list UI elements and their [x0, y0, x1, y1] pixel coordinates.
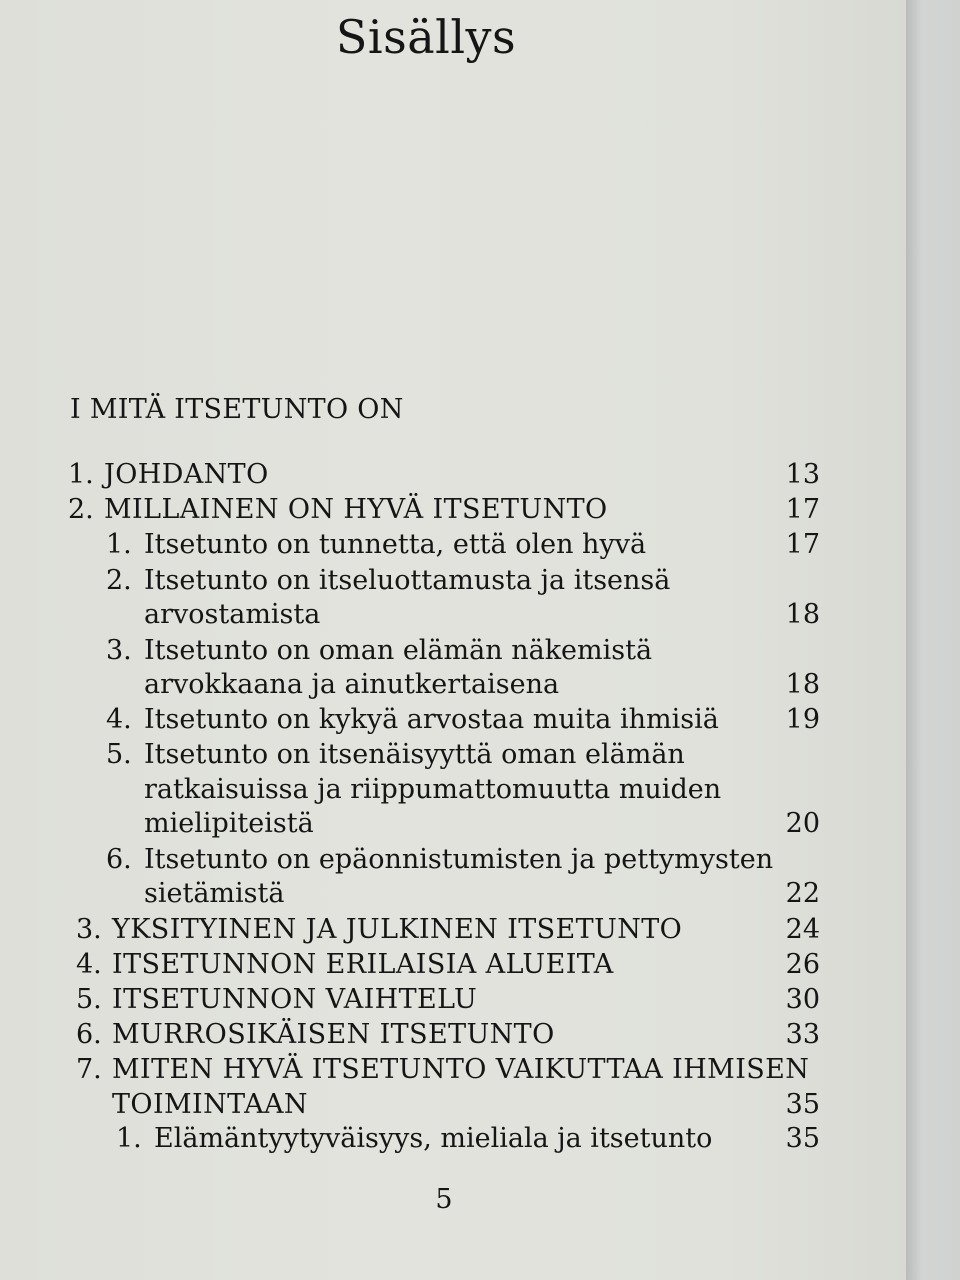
toc-entry-text: Elämäntyytyväisyys, mieliala ja itsetunto — [154, 1123, 713, 1154]
toc-page-number: 33 — [785, 1019, 820, 1050]
toc-number: 6. — [76, 1019, 102, 1050]
toc-number: 5. — [76, 984, 102, 1015]
toc-number: 3. — [106, 635, 132, 666]
toc-entry-text: Itsetunto on itsenäisyyttä oman elämän — [144, 739, 685, 770]
toc-number: 2. — [68, 494, 94, 525]
toc-page-number: 18 — [785, 599, 820, 630]
toc-entry-text: arvokkaana ja ainutkertaisena — [144, 669, 560, 700]
toc-entry-text: MURROSIKÄISEN ITSETUNTO — [112, 1019, 555, 1050]
toc-page-number: 35 — [785, 1123, 820, 1154]
toc-entry-text: Itsetunto on tunnetta, että olen hyvä — [144, 529, 647, 560]
toc-page-number: 30 — [785, 984, 820, 1015]
toc-entry-text: ratkaisuissa ja riippumattomuutta muiden — [144, 774, 722, 805]
toc-number: 1. — [106, 529, 132, 560]
toc-number: 3. — [76, 914, 102, 945]
toc-entry-text: Itsetunto on kykyä arvostaa muita ihmisiä — [144, 704, 719, 735]
toc-page-number: 17 — [785, 494, 820, 525]
toc-entry-text: ITSETUNNON ERILAISIA ALUEITA — [112, 949, 614, 980]
part-heading: I MITÄ ITSETUNTO ON — [70, 394, 404, 425]
toc-entry-text: mielipiteistä — [144, 808, 314, 839]
toc-number: 4. — [76, 949, 102, 980]
toc-entry-text: Itsetunto on oman elämän näkemistä — [144, 635, 653, 666]
toc-entry-text: MITEN HYVÄ ITSETUNTO VAIKUTTAA IHMISEN — [112, 1054, 810, 1085]
toc-number: 2. — [106, 565, 132, 596]
toc-page-number: 20 — [785, 808, 820, 839]
toc-page-number: 13 — [785, 459, 820, 490]
toc-entry-text: Itsetunto on epäonnistumisten ja pettymysten — [144, 844, 774, 875]
toc-number: 1. — [68, 459, 94, 490]
toc-number: 4. — [106, 704, 132, 735]
page-number: 5 — [435, 1184, 453, 1215]
toc-entry-text: arvostamista — [144, 599, 321, 630]
toc-page-number: 24 — [785, 914, 820, 945]
toc-page-number: 22 — [785, 878, 820, 909]
toc-page-number: 26 — [785, 949, 820, 980]
toc-entry-text: Itsetunto on itseluottamusta ja itsensä — [144, 565, 671, 596]
toc-number: 5. — [106, 739, 132, 770]
page-edge — [906, 0, 960, 1280]
toc-number: 7. — [76, 1054, 102, 1085]
toc-page-number: 18 — [785, 669, 820, 700]
toc-entry-text: ITSETUNNON VAIHTELU — [112, 984, 478, 1015]
toc-page-number: 35 — [785, 1089, 820, 1120]
toc-number: 1. — [116, 1123, 142, 1154]
page-title: Sisällys — [335, 10, 517, 64]
toc-entry-text: TOIMINTAAN — [112, 1089, 308, 1120]
toc-entry-text: YKSITYINEN JA JULKINEN ITSETUNTO — [112, 914, 683, 945]
toc-entry-text: sietämistä — [144, 878, 285, 909]
toc-entry-text: JOHDANTO — [104, 459, 269, 490]
toc-page-number: 19 — [785, 704, 820, 735]
toc-entry-text: MILLAINEN ON HYVÄ ITSETUNTO — [104, 494, 608, 525]
toc-page-number: 17 — [785, 529, 820, 560]
toc-number: 6. — [106, 844, 132, 875]
